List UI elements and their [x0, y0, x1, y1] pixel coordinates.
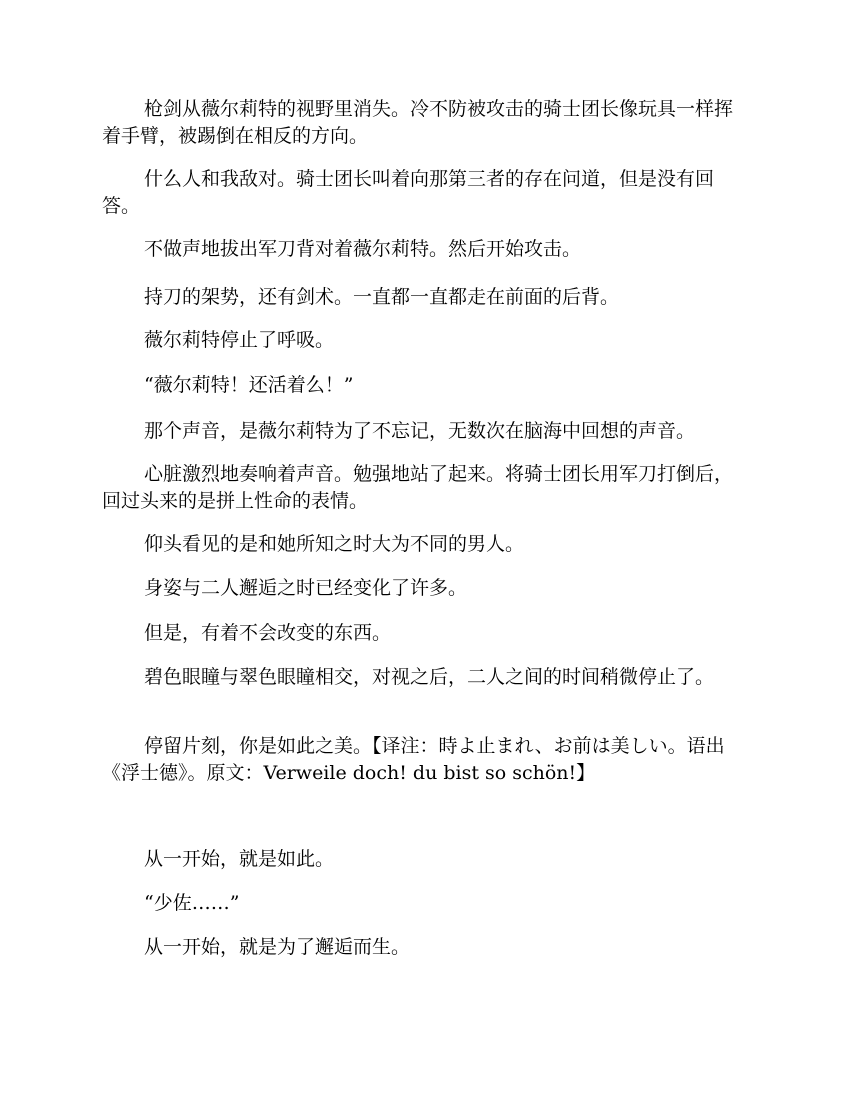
paragraph: 持刀的架势，还有剑术。一直都一直都走在前面的后背。 — [144, 286, 620, 308]
paragraph: 枪剑从薇尔莉特的视野里消失。冷不防被攻击的骑士团长像玩具一样挥着手臂，被踢倒在相反的方向。 — [102, 98, 734, 147]
paragraph: 薇尔莉特停止了呼吸。 — [144, 329, 335, 351]
paragraph: 心脏激烈地奏响着声音。勉强地站了起来。将骑士团长用军刀打倒后，回过头来的是拼上性命的表情。 — [102, 463, 734, 512]
paragraph: 从一开始，就是为了邂逅而生。 — [144, 936, 411, 958]
paragraph: 不做声地拔出军刀背对着薇尔莉特。然后开始攻击。 — [144, 238, 582, 260]
paragraph: 但是，有着不会改变的东西。 — [144, 622, 392, 644]
paragraph: 身姿与二人邂逅之时已经变化了许多。 — [144, 577, 468, 599]
paragraph: 仰头看见的是和她所知之时大为不同的男人。 — [144, 533, 525, 555]
paragraph: 碧色眼瞳与翠色眼瞳相交，对视之后，二人之间的时间稍微停止了。 — [144, 666, 715, 688]
paragraph: 从一开始，就是如此。 — [144, 848, 335, 870]
paragraph: “薇尔莉特！还活着么！” — [144, 374, 354, 396]
paragraph: 停留片刻，你是如此之美。【译注：時よ止まれ、お前は美しい。语出《浮士德》。原文：Verweile doch! du bist so schön!】 — [102, 735, 725, 784]
paragraph: “少佐……” — [144, 892, 240, 914]
paragraph: 什么人和我敌对。骑士团长叫着向那第三者的存在问道，但是没有回答。 — [102, 168, 715, 217]
paragraph: 那个声音，是薇尔莉特为了不忘记，无数次在脑海中回想的声音。 — [144, 420, 696, 442]
